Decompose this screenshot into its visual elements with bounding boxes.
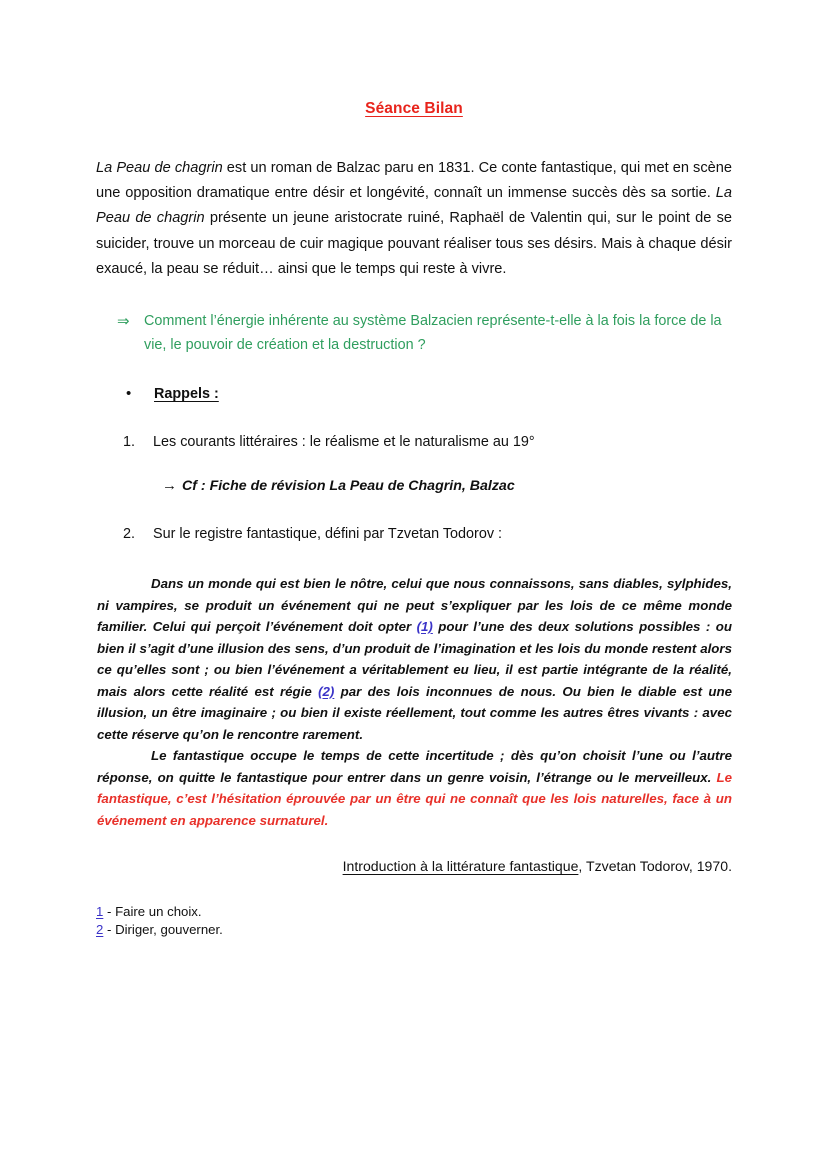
quote-text-2a: Le fantastique occupe le temps de cette incertitude ; dès qu’on choisit l’une ou l’autre réponse, on quitte le fantastique pour entrer dans un genre voisin, l’étrange ou le merveilleux. — [97, 748, 732, 785]
list-item — [96, 431, 732, 453]
footnote-item — [96, 903, 732, 921]
quote-text-1c: par des lois inconnues de nous. Ou bien le diable est une illusion, un être imaginaire ; ou bien il existe réellement, tout comme les autres êtres vivants : avec cette réserve qu’on le rencontre rarement. — [97, 683, 732, 742]
quote-highlight-definition: Le fantastique, c’est l’hésitation éprouvée par un être qui ne connaît que les lois naturelles, face à un événement en apparence surnaturel. — [97, 769, 732, 828]
footnote-text: - Diriger, gouverner. — [103, 921, 223, 937]
footnote-text: - Faire un choix. — [103, 904, 202, 920]
footnote-reference-1[interactable]: (1) — [416, 619, 433, 635]
footnote-item — [96, 921, 732, 939]
footnotes-section — [96, 903, 732, 938]
right-arrow-icon: → — [162, 477, 177, 495]
list-item — [96, 523, 732, 545]
intro-work-title-2: La Peau de chagrin — [96, 185, 732, 227]
list-item-number: 2. — [123, 526, 136, 543]
bullet-icon: • — [126, 385, 132, 403]
footnote-number[interactable]: 2 — [96, 921, 104, 937]
source-work-title: Introduction à la littérature fantastique — [342, 858, 579, 875]
list-item-label: Les courants littéraires : le réalisme et le naturalisme au 19° — [153, 434, 535, 451]
source-author-year: , Tzvetan Todorov, 1970. — [578, 858, 732, 875]
list-item-label: Sur le registre fantastique, défini par Tzvetan Todorov : — [153, 526, 503, 543]
rappels-label: Rappels : — [154, 386, 219, 403]
intro-work-title-1: La Peau de chagrin — [96, 160, 223, 176]
list-item-number: 1. — [123, 434, 136, 451]
quote-text-1a: Dans un monde qui est bien le nôtre, celui que nous connaissons, sans diables, sylphides, ni vampires, se produit un événement qui ne peut s’expliquer par les lois de ce même monde familier. Celui qui perçoit l’événement doit opter — [97, 576, 732, 635]
quote-text-1b: pour l’une des deux solutions possibles : ou bien il s’agit d’une illusion des sens, d’un produit de l’imagination et les lois du monde restent alors ce qu’elles sont ; ou bien l’événement a véritablement eu lieu, il est partie intégrante de la réalité, mais alors cette réalité est régie — [97, 619, 732, 699]
document-content — [96, 0, 732, 938]
footnote-reference-2[interactable]: (2) — [318, 683, 335, 699]
rappels-heading — [96, 383, 732, 405]
page-title: Séance Bilan — [365, 100, 463, 117]
intro-paragraph — [96, 118, 732, 282]
intro-text-2: présente un jeune aristocrate ruiné, Raphaël de Valentin qui, sur le point de se suicider, trouve un morceau de cuir magique pouvant réaliser tous ses désirs. Mais à chaque désir exaucé, la peau se réduit… ainsi que le temps qui reste à vivre. — [96, 210, 732, 277]
quotation-paragraph-2 — [97, 745, 732, 831]
guiding-question-text: Comment l’énergie inhérente au système Balzacien représente-t-elle à la fois la force de la vie, le pouvoir de création et la destruction ? — [144, 313, 722, 353]
cross-reference — [96, 475, 732, 497]
quotation-paragraph-1 — [97, 573, 732, 745]
double-arrow-icon: ⇒ — [117, 313, 130, 331]
cross-reference-label: Cf : Fiche de révision La Peau de Chagrin, Balzac — [182, 478, 515, 495]
todorov-quotation — [96, 573, 732, 831]
intro-text-1: est un roman de Balzac paru en 1831. Ce conte fantastique, qui met en scène une opposition dramatique entre désir et longévité, connaît un immense succès dès sa sortie. — [96, 160, 732, 202]
guiding-question — [96, 310, 732, 357]
source-attribution — [96, 855, 732, 877]
footnote-number[interactable]: 1 — [96, 904, 104, 920]
